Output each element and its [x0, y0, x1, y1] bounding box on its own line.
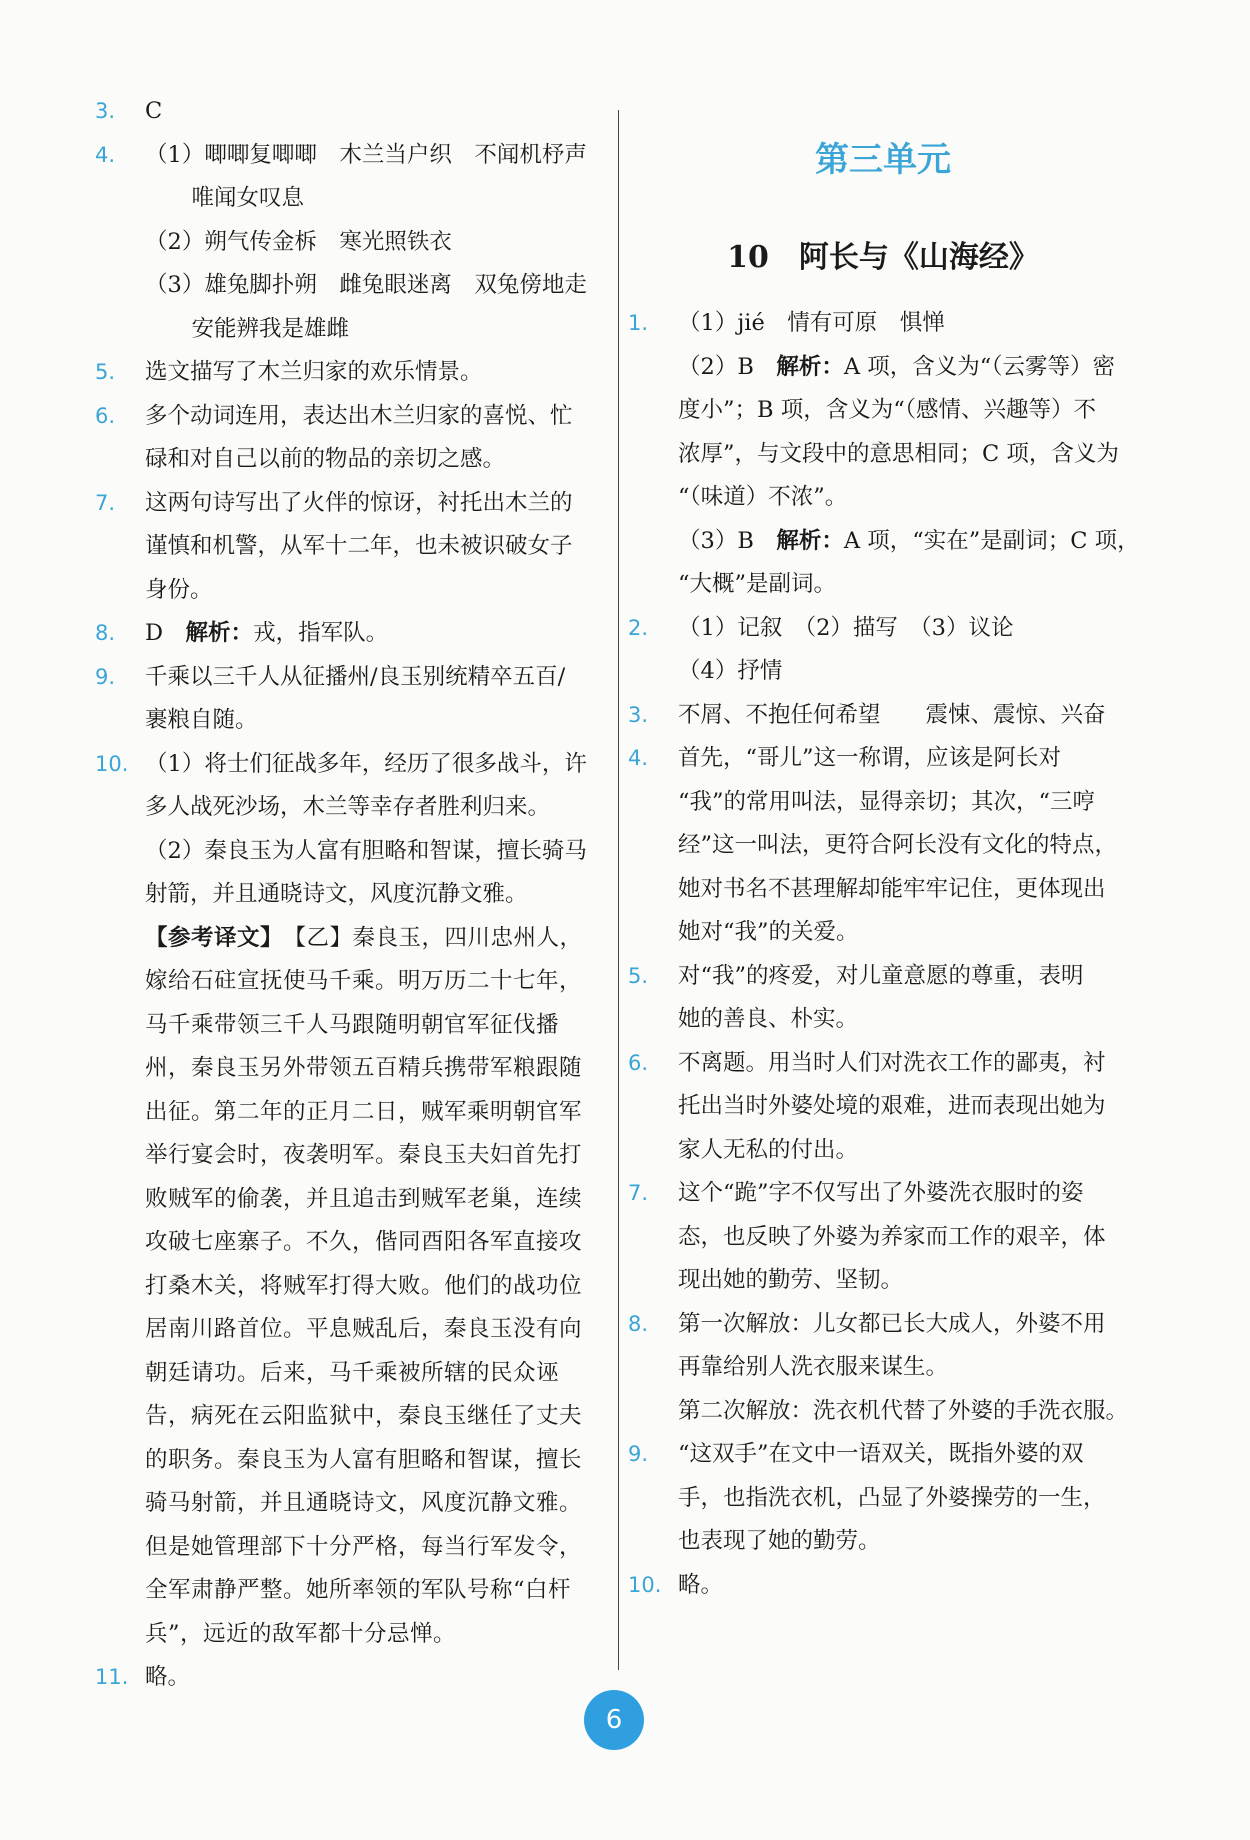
answer-3: 3. C	[95, 98, 163, 124]
left-column	[95, 90, 615, 1700]
answer-6: 6. 多个动词连用，表达出木兰归家的喜悦、忙 碌和对自己以前的物品的亲切之感。	[95, 402, 573, 472]
answer-r9: 9. “这双手”在文中一语双关，既指外婆的双 手，也指洗衣机，凸显了外婆操劳的一生， 也表现了她的勤劳。	[628, 1441, 1106, 1554]
answer-r2: 2. （1）记叙 （2）描写 （3）议论 （4）抒情	[628, 614, 1014, 684]
answer-r1: 1. （1）jié 情有可原 惧惮	[628, 310, 945, 336]
answer-r4: 4. 首先，“哥儿”这一称谓，应该是阿长对 “我”的常用叫法，显得亲切；其次，“三哼 经”这一叫法，更符合阿长没有文化的特点， 她对书名不甚理解却能牢牢记住，更体现出 她对“我”的关爱。	[628, 745, 1118, 945]
answer-r7: 7. 这个“跪”字不仅写出了外婆洗衣服时的姿 态，也反映了外婆为养家而工作的艰辛，体 现出她的勤劳、坚韧。	[628, 1180, 1106, 1293]
answer-4: 4. （1）唧唧复唧唧 木兰当户织 不闻机杼声 唯闻女叹息 （2）朔气传金柝 寒光照铁衣 （3）雄兔脚扑朔 雌兔眼迷离 双兔傍地走 安能辨我是雄雌	[95, 141, 587, 342]
unit-title: 第三单元	[815, 140, 951, 180]
right-column	[628, 90, 1138, 1607]
answer-r10: 10. 略。	[628, 1571, 724, 1598]
answer-7: 7. 这两句诗写出了火伴的惊讶，衬托出木兰的 谨慎和机警，从军十二年，也未被识破女子 身份。	[95, 489, 573, 603]
answer-r8: 8. 第一次解放：儿女都已长大成人，外婆不用 再靠给别人洗衣服来谋生。 第二次解放：洗衣机代替了外婆的手洗衣服。	[628, 1310, 1129, 1424]
answer-9: 9. 千乘以三千人从征播州/良玉别统精卒五百/ 裹粮自随。	[95, 663, 566, 733]
reference-translation: 【参考译文】 【乙】秦良玉，四川忠州人， 嫁给石砫宣抚使马千乘。明万历二十七年， 马千乘带领三千人马跟随明朝官军征伐播 州，秦良玉另外带领五百精兵携带军粮跟随 出征。第二年的正月二日，贼军乘明朝官军 举行宴会时，夜袭明军。秦良玉夫妇首先打 败贼军的偷袭，并且追击到贼军老巢，连续 攻破七座寨子。不久，偕同酉阳各军直接攻 打桑木关，将贼军打得大败。他们的战功位 居南川路首位。平息贼乱后，秦良玉没有向 朝廷请功。后来，马千乘被所辖的民众诬 告，病死在云阳监狱中，秦良玉继任了丈夫 的职务。秦良玉为人富有胆略和智谋，擅长 骑马射箭，并且通晓诗文，风度沉静文雅。 但是她管理部下十分严格，每当行军发令， 全军肃静严整。她所率领的军队号称“白杆 兵”，远近的敌军都十分忌惮。	[145, 924, 583, 1647]
answer-r3: 3. 不屑、不抱任何希望 震悚、震惊、兴奋	[628, 701, 1106, 728]
answer-10: 10. （1）将士们征战多年，经历了很多战斗，许 多人战死沙场，木兰等幸存者胜利归来。 （2）秦良玉为人富有胆略和智谋，擅长骑马 射箭，并且通晓诗文，风度沉静文雅。	[95, 750, 587, 907]
column-divider	[618, 110, 619, 1670]
answer-8: 8. D 解析：戎，指军队。	[95, 620, 389, 646]
answer-11: 11. 略。	[95, 1664, 191, 1690]
answer-5: 5. 选文描写了木兰归家的欢乐情景。	[95, 359, 483, 385]
lesson-title: 10 阿长与《山海经》	[727, 240, 1039, 275]
answer-r6: 6. 不离题。用当时人们对洗衣工作的鄙夷，衬 托出当时外婆处境的艰难，进而表现出她为 家人无私的付出。	[628, 1049, 1106, 1163]
answer-r5: 5. 对“我”的疼爱，对儿童意愿的尊重，表明 她的善良、朴实。	[628, 962, 1084, 1032]
answer-r1-sub: （2）B 解析：A 项，含义为“（云雾等）密 度小”；B 项，含义为“（感情、兴趣等）不 浓厚”，与文段中的意思相同；C 项，含义为 “（味道）不浓”。 （3）B 解析：A 项，“实在”是副词；C 项， “大概”是副词。	[678, 353, 1140, 597]
page-number-badge: 6	[584, 1690, 644, 1750]
